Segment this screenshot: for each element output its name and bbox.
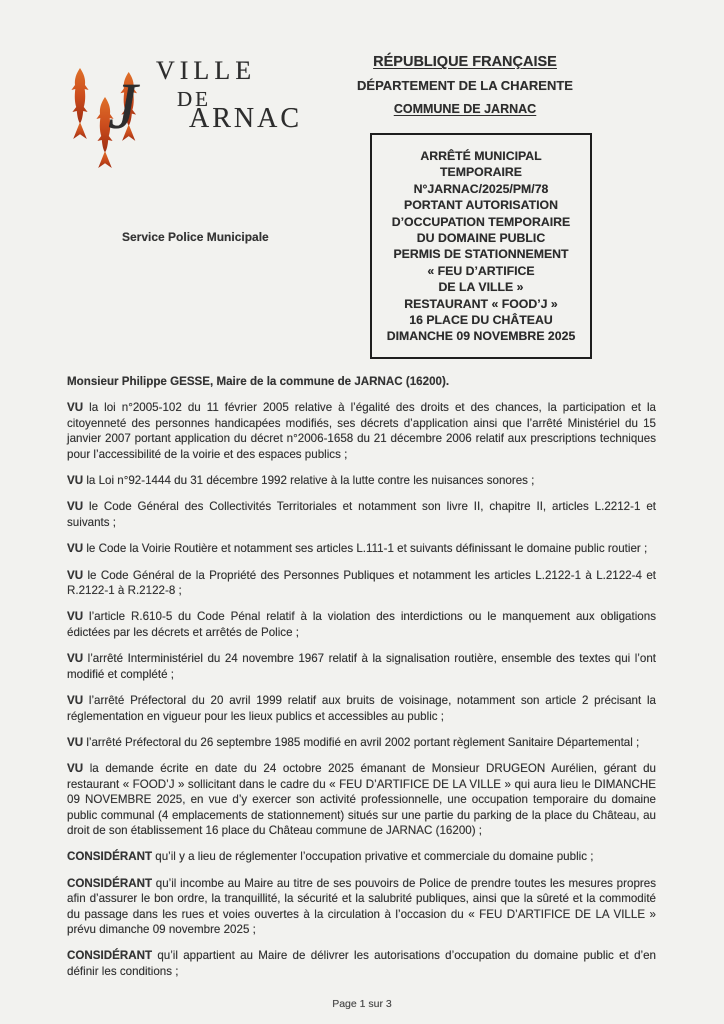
title-line: RESTAURANT « FOOD’J » <box>404 296 558 311</box>
paragraph-lead: CONSIDÉRANT <box>67 850 153 864</box>
paragraph-text: l’arrêté Préfectoral du 20 avril 1999 relatif aux bruits de voisinage, notamment son article 2 précisant la réglementation en vigueur pour les lieux publics et accessibles au public ; <box>67 694 656 723</box>
title-line: PERMIS DE STATIONNEMENT <box>393 247 569 262</box>
title-line: D’OCCUPATION TEMPORAIRE <box>391 214 571 229</box>
decree-body <box>67 374 656 990</box>
logo-jarnac-initial: J <box>108 70 138 143</box>
paragraph-lead: CONSIDÉRANT <box>67 949 153 963</box>
logo-ville-text: VILLE <box>156 56 257 85</box>
paragraph-lead: VU <box>67 735 84 749</box>
paragraph-text: l’article R.610-5 du Code Pénal relatif à la violation des interdictions ou le manquement aux obligations édictées par les décrets et arrêtés de Police ; <box>67 610 656 639</box>
paragraph-text: le Code Général des Collectivités Territoriales et notamment son livre II, chapitre II, articles L.2212-1 et suivants ; <box>67 500 656 529</box>
paragraph-lead: Monsieur Philippe GESSE, Maire de la commune de JARNAC (16200). <box>67 375 450 388</box>
paragraph-lead: VU <box>67 610 84 624</box>
logo-jarnac-text: ARNAC <box>189 103 303 134</box>
departement-title: DÉPARTEMENT DE LA CHARENTE <box>357 78 573 93</box>
title-line: TEMPORAIRE <box>440 165 522 180</box>
republic-header <box>333 54 597 116</box>
body-paragraph-mayor <box>67 374 656 389</box>
body-paragraph-considerant <box>67 948 656 979</box>
page-number: Page 1 sur 3 <box>332 998 392 1010</box>
paragraph-text: la loi n°2005-102 du 11 février 2005 relative à l’égalité des droits et des chances, la participation et la citoyenneté des personnes handicapées modifiés, ses décrets d’application ainsi que l’arrêté Ministériel du 15 janvier 2007 portant application du décret n°2006-1658 du 21 décembre 2006 relatif aux prescriptions techniques pour l’accessibilité de la voirie et des espaces publics ; <box>67 401 656 461</box>
commune-title: COMMUNE DE JARNAC <box>393 102 537 116</box>
title-line: DE LA VILLE » <box>438 280 524 295</box>
paragraph-lead: VU <box>67 474 84 488</box>
body-paragraph-vu <box>67 499 656 530</box>
logo-de-text: DE <box>177 87 211 111</box>
title-line: DIMANCHE 09 NOVEMBRE 2025 <box>386 329 576 344</box>
paragraph-lead: VU <box>67 568 84 582</box>
paragraph-text: qu’il appartient au Maire de délivrer les autorisations d’occupation du domaine public et d’en définir les conditions ; <box>67 949 656 978</box>
paragraph-text: l’arrêté Préfectoral du 26 septembre 1985 modifié en avril 2002 portant règlement Sanitaire Départemental ; <box>83 735 640 749</box>
body-paragraph-vu <box>67 541 656 556</box>
paragraph-lead: VU <box>67 762 84 776</box>
title-line: PORTANT AUTORISATION <box>404 198 558 213</box>
title-line: « FEU D’ARTIFICE <box>427 263 535 278</box>
body-paragraph-vu <box>67 400 656 462</box>
body-paragraph-vu <box>67 609 656 640</box>
body-paragraph-considerant <box>67 849 656 864</box>
republique-francaise-title: RÉPUBLIQUE FRANÇAISE <box>373 54 557 70</box>
service-police-municipale-label: Service Police Municipale <box>122 230 269 244</box>
body-paragraph-vu <box>67 568 656 599</box>
body-paragraph-vu <box>67 761 656 838</box>
paragraph-lead: VU <box>67 694 84 708</box>
paragraph-text: le Code Général de la Propriété des Personnes Publiques et notamment les articles L.2122-1 à L.2122-4 et R.2122-1 à R.2122-8 ; <box>67 568 656 598</box>
paragraph-lead: VU <box>67 652 84 666</box>
title-line: ARRÊTÉ MUNICIPAL <box>420 149 542 163</box>
paragraph-text: la demande écrite en date du 24 octobre 2025 émanant de Monsieur DRUGEON Aurélien, gérant du restaurant « FOOD’J » sollicitant dans le cadre du « FEU D’ARTIFICE DE LA VILLE » qui aura lieu le DIMANCHE 09 NOVEMBRE 2025, en vue d’y exercer son activité professionnelle, une occupation temporaire du domaine public communal (4 emplacements de stationnement) situés sur une partie du parking de la place du Château, au droit de son établissement 16 place du Château commune de JARNAC (16200) ; <box>67 762 656 837</box>
paragraph-text: le Code la Voirie Routière et notamment ses articles L.111-1 et suivants définissant le domaine public routier ; <box>83 542 648 556</box>
paragraph-text: la Loi n°92-1444 du 31 décembre 1992 relative à la lutte contre les nuisances sonores ; <box>83 474 535 488</box>
body-paragraph-vu <box>67 473 656 488</box>
paragraph-lead: VU <box>67 500 84 514</box>
paragraph-text: qu’il y a lieu de réglementer l’occupation privative et commerciale du domaine public ; <box>152 850 594 864</box>
title-line: 16 PLACE DU CHÂTEAU <box>409 313 553 328</box>
title-line: DU DOMAINE PUBLIC <box>416 231 546 246</box>
title-line: N°JARNAC/2025/PM/78 <box>413 181 549 196</box>
decree-title-box <box>370 133 592 359</box>
paragraph-lead: VU <box>67 401 84 415</box>
paragraph-lead: CONSIDÉRANT <box>67 876 153 890</box>
paragraph-text: l’arrêté Interministériel du 24 novembre 1967 relatif à la signalisation routière, ensemble des textes qui l’ont modifié et complété ; <box>67 652 656 681</box>
paragraph-lead: VU <box>67 542 84 556</box>
body-paragraph-vu <box>67 735 656 750</box>
body-paragraph-considerant <box>67 876 656 938</box>
paragraph-text: qu’il incombe au Maire au titre de ses pouvoirs de Police de prendre toutes les mesures propres afin d’assurer le bon ordre, la tranquillité, la sécurité et la salubrité publiques, ainsi que la sûreté et la commodité du passage dans les rues et voies ouvertes à la circulation à l’occasion du « FEU D’ARTIFICE DE LA VILLE » prévu dimanche 09 novembre 2025 ; <box>67 876 656 936</box>
body-paragraph-vu <box>67 651 656 682</box>
body-paragraph-vu <box>67 693 656 724</box>
